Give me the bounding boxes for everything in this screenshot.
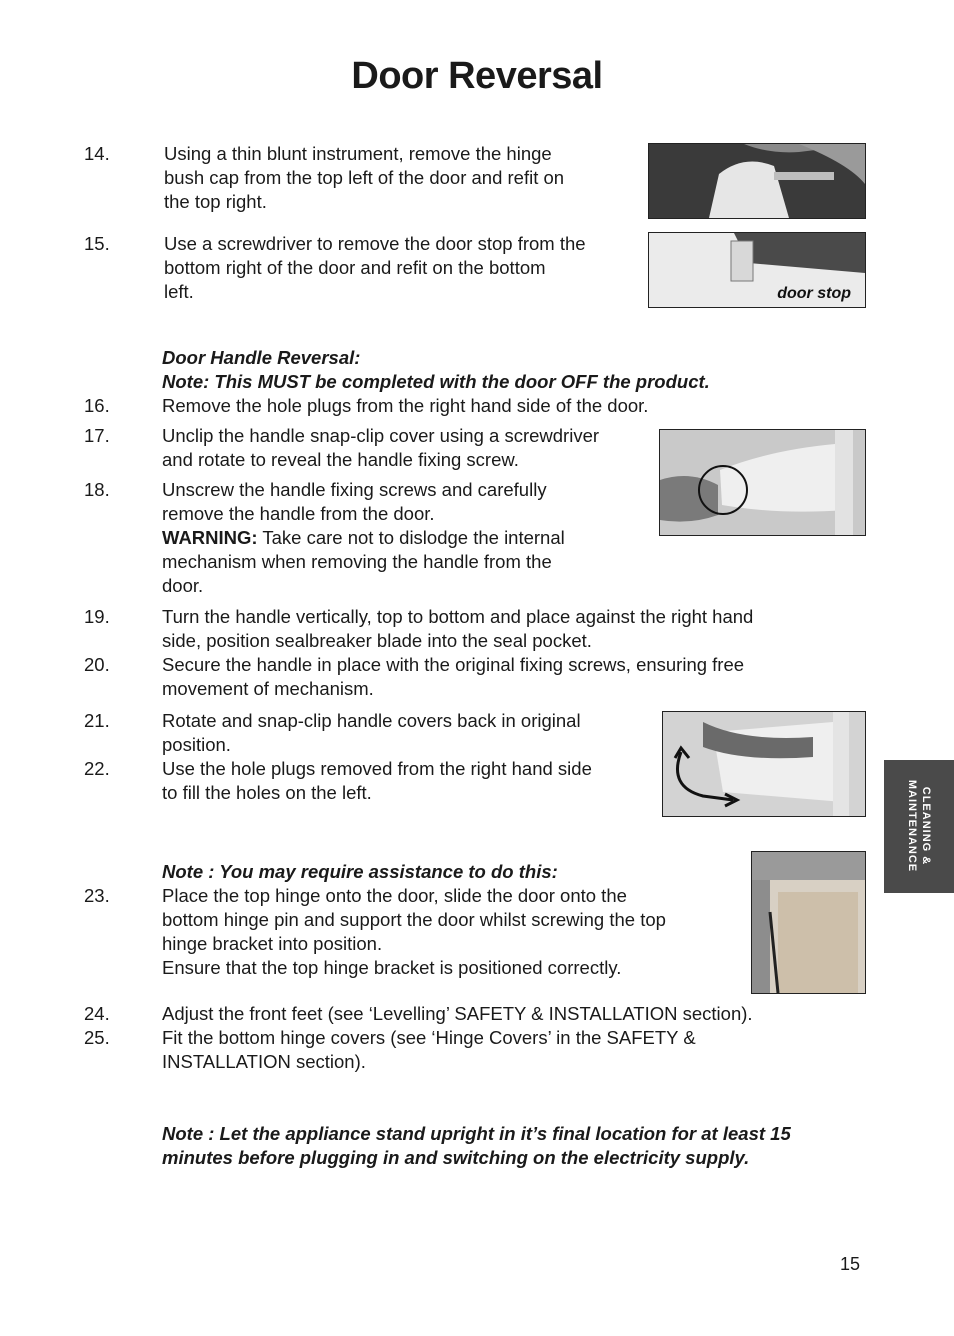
hinge-bush-cap-photo xyxy=(648,143,866,219)
step-text: Adjust the front feet (see ‘Levelling’ SAFETY & INSTALLATION section). xyxy=(162,1003,753,1024)
step-text: Place the top hinge onto the door, slide the door onto the bottom hinge pin and support the door whilst screwing the top hinge bracket into position. Ensure that the top hinge bracket is positioned correctly. xyxy=(162,885,666,978)
step-number: 25. xyxy=(84,1027,110,1048)
door-off-note: Note: This MUST be completed with the door OFF the product. xyxy=(162,371,710,392)
warning-label: WARNING: xyxy=(162,527,258,548)
step-text: Rotate and snap-clip handle covers back in original position. xyxy=(162,710,581,755)
handle-cover-rotate-photo xyxy=(662,711,866,817)
step-text: Turn the handle vertically, top to bottom and place against the right hand side, position sealbreaker blade into the seal pocket. xyxy=(162,606,754,651)
section-side-tab-label: CLEANING & MAINTENANCE xyxy=(906,779,932,873)
page-title: Door Reversal xyxy=(351,55,603,97)
page-number: 15 xyxy=(840,1254,861,1274)
door-handle-reversal-heading: Door Handle Reversal: xyxy=(162,347,361,368)
step-number: 17. xyxy=(84,425,110,446)
step-number: 19. xyxy=(84,606,110,627)
step-number: 18. xyxy=(84,479,110,500)
step-text: Unclip the handle snap-clip cover using a screwdriver and rotate to reveal the handle fixing screw. xyxy=(162,425,600,470)
step-text: Secure the handle in place with the original fixing screws, ensuring free movement of mechanism. xyxy=(162,654,745,699)
step-number: 15. xyxy=(84,233,110,254)
step-text: Remove the hole plugs from the right hand side of the door. xyxy=(162,395,649,416)
step-number: 14. xyxy=(84,143,110,164)
final-note: Note : Let the appliance stand upright in it’s final location for at least 15 minutes before plugging in and switching on the electricity supply. xyxy=(162,1123,791,1168)
section-side-tab xyxy=(884,760,954,893)
handle-snap-clip-photo xyxy=(659,429,866,536)
door-stop-caption: door stop xyxy=(777,285,851,302)
step-number: 22. xyxy=(84,758,110,779)
step-text: Fit the bottom hinge covers (see ‘Hinge Covers’ in the SAFETY & INSTALLATION section). xyxy=(162,1027,696,1072)
assistance-note: Note : You may require assistance to do this: xyxy=(162,861,558,882)
step-number: 24. xyxy=(84,1003,110,1024)
step-number: 16. xyxy=(84,395,110,416)
step-number: 20. xyxy=(84,654,110,675)
step-text: Use the hole plugs removed from the right hand side to fill the holes on the left. xyxy=(162,758,592,803)
step-text: Using a thin blunt instrument, remove the hinge bush cap from the top left of the door and refit on the top right. xyxy=(164,143,565,212)
step-number: 23. xyxy=(84,885,110,906)
door-stop-photo xyxy=(648,232,866,308)
top-hinge-photo xyxy=(751,851,866,994)
step-text: Unscrew the handle fixing screws and carefully remove the handle from the door. WARNING: Take care not to dislodge the internal mechanism when removing the handle from the door. xyxy=(162,479,565,596)
step-text: Use a screwdriver to remove the door stop from the bottom right of the door and refit on the bottom left. xyxy=(164,233,586,302)
step-number: 21. xyxy=(84,710,110,731)
